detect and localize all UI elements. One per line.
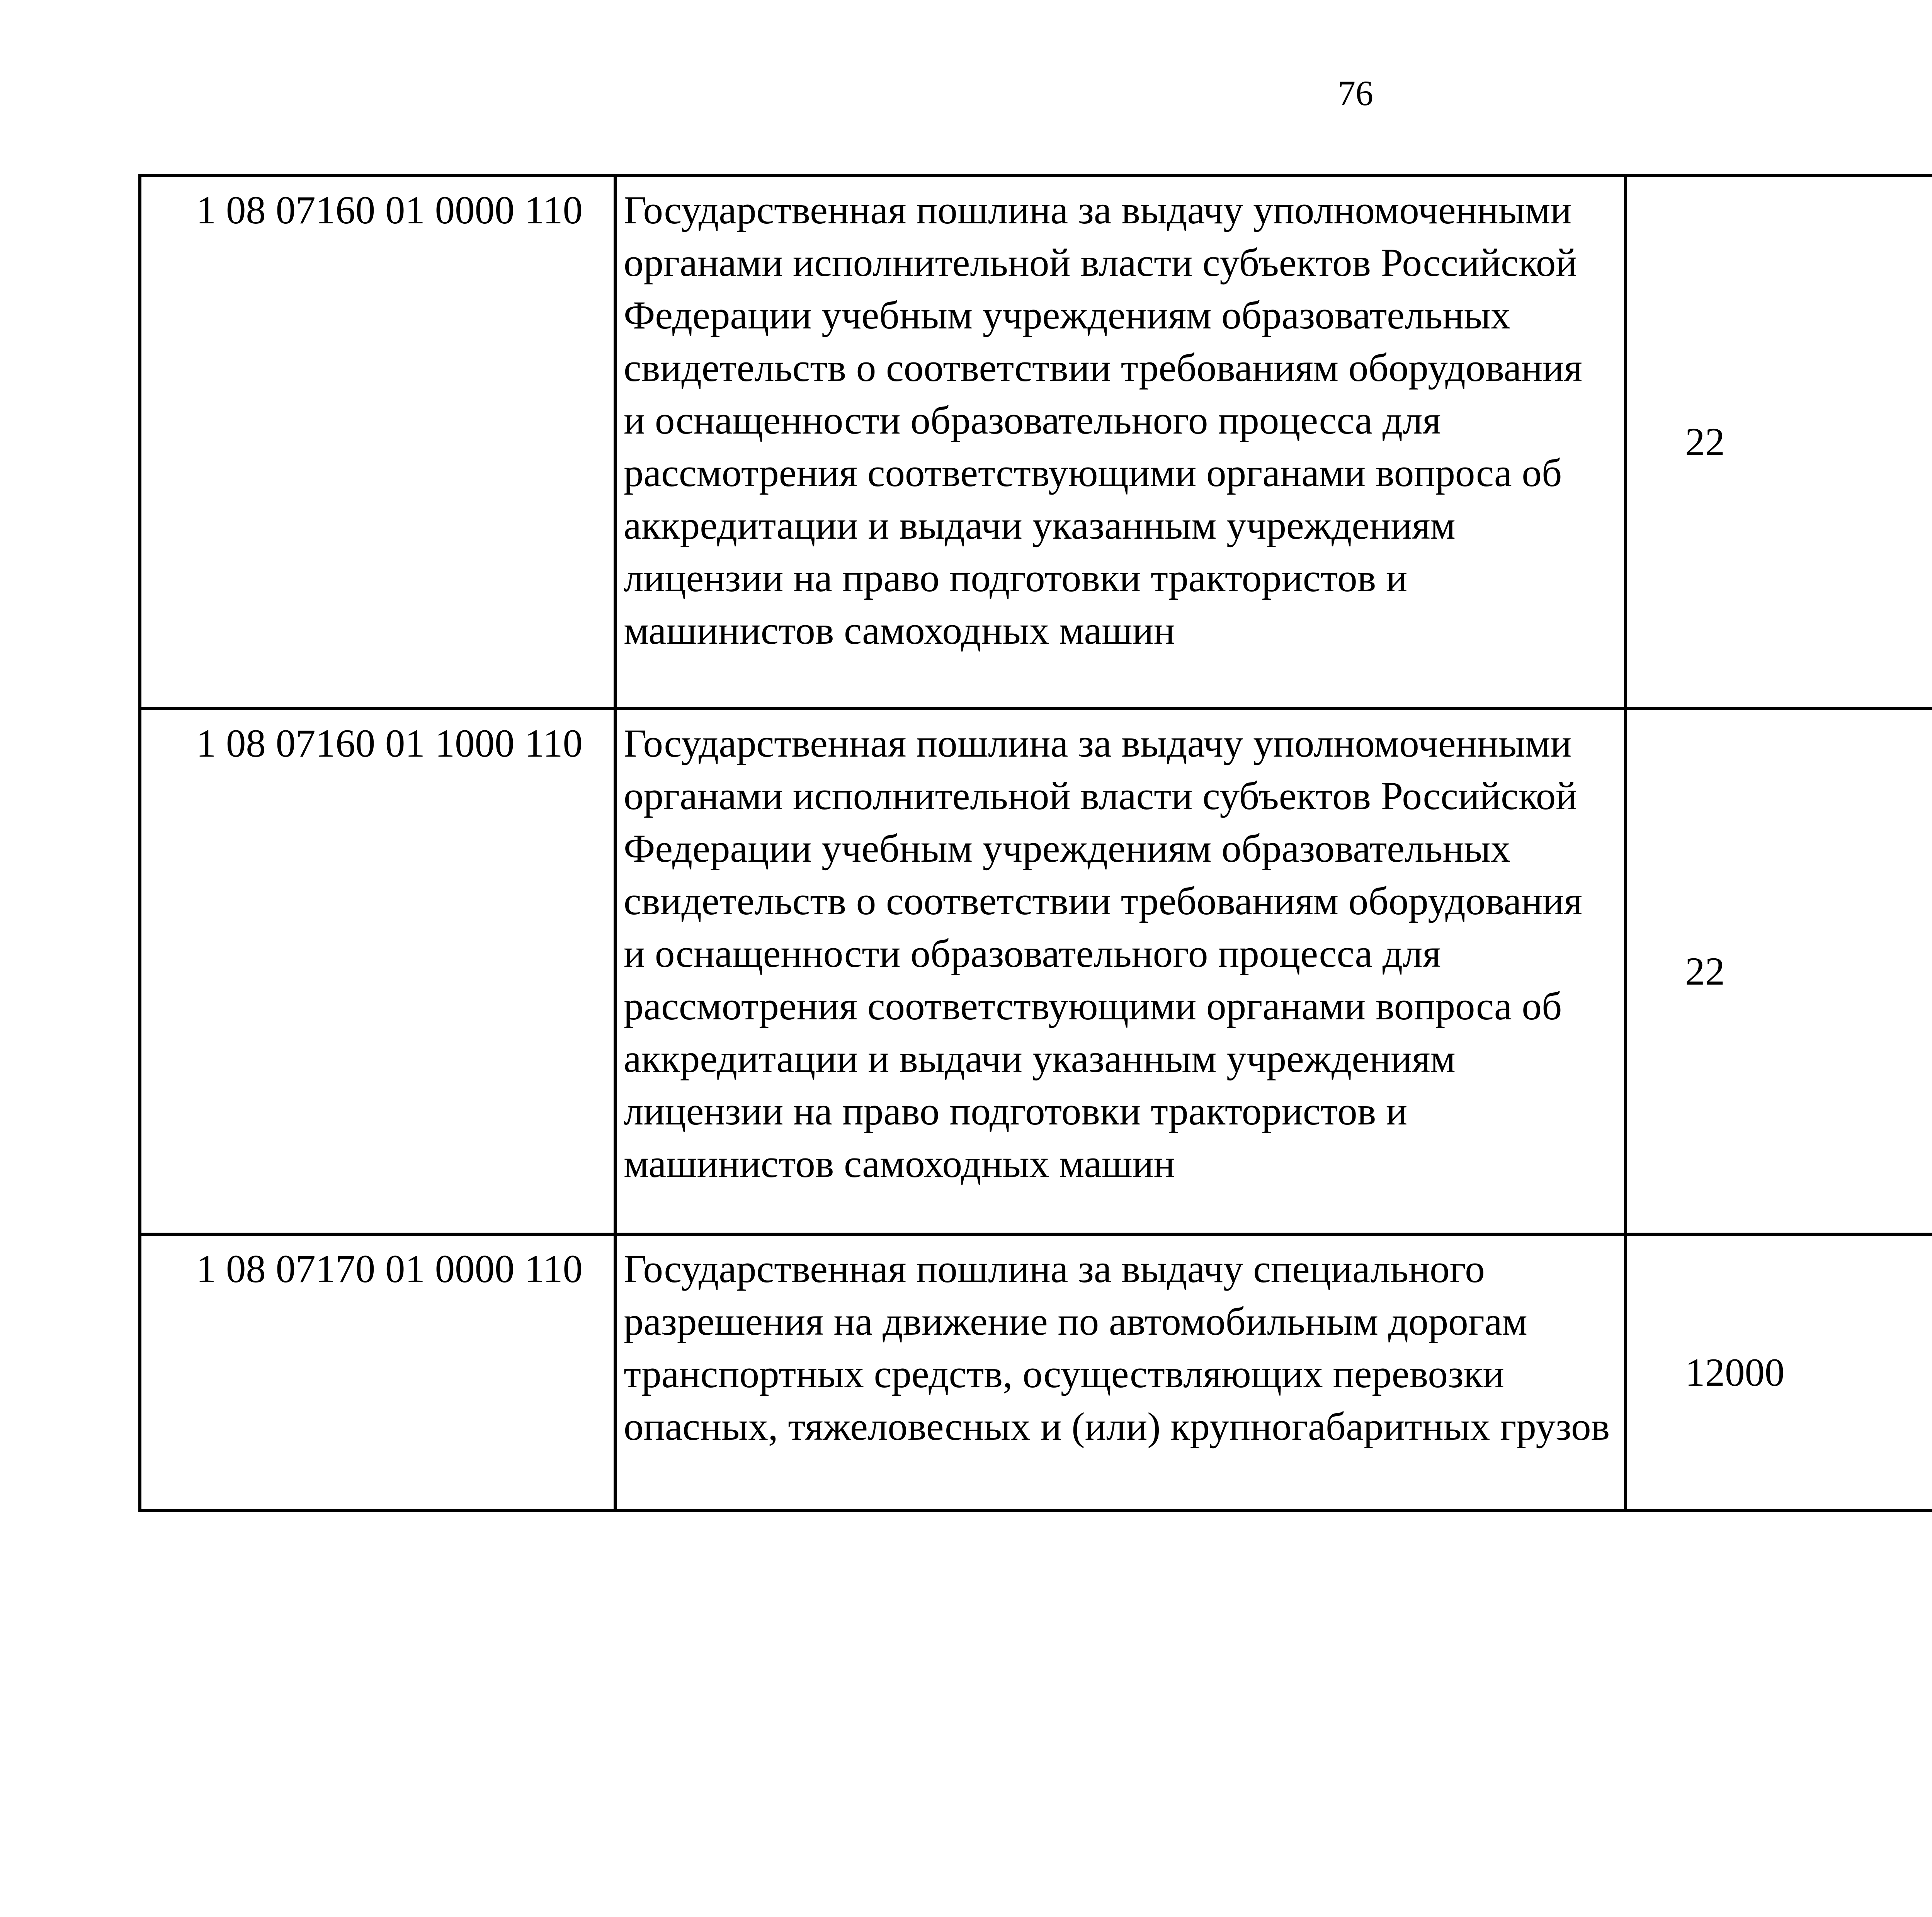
value-cell-1 [1626, 709, 1932, 1234]
table-row [140, 709, 1932, 1234]
revenue-table [138, 174, 1932, 1512]
value-text: 22 [1685, 949, 1725, 993]
page-number: 76 [1338, 73, 1373, 113]
description-cell: Государственная пошлина за выдачу уполномоченными органами исполнительной власти субъектов Российской Федерации учебным учреждениям образовательных свидетельств о соответствии требованиям оборудования и оснащенности образовательного процесса для рассмотрения соответствующими органами вопроса об аккредитации и выдачи указанным учреждениям лицензии на право подготовки трактористов и машинистов самоходных машин [615, 709, 1626, 1234]
description-cell: Государственная пошлина за выдачу уполномоченными органами исполнительной власти субъектов Российской Федерации учебным учреждениям образовательных свидетельств о соответствии требованиям оборудования и оснащенности образовательного процесса для рассмотрения соответствующими органами вопроса об аккредитации и выдачи указанным учреждениям лицензии на право подготовки трактористов и машинистов самоходных машин [615, 175, 1626, 709]
value-text: 22 [1685, 420, 1725, 464]
table-row [140, 1234, 1932, 1510]
value-text: 12000 [1685, 1350, 1785, 1395]
budget-code-cell: 1 08 07160 01 0000 110 [140, 175, 615, 709]
budget-code-cell: 1 08 07170 01 0000 110 [140, 1234, 615, 1510]
table-row [140, 175, 1932, 709]
budget-code-cell: 1 08 07160 01 1000 110 [140, 709, 615, 1234]
value-cell-1 [1626, 175, 1932, 709]
description-cell: Государственная пошлина за выдачу специального разрешения на движение по автомобильным дорогам транспортных средств, осуществляющих перевозки опасных, тяжеловесных и (или) крупногабаритных грузов [615, 1234, 1626, 1510]
value-cell-1 [1626, 1234, 1932, 1510]
